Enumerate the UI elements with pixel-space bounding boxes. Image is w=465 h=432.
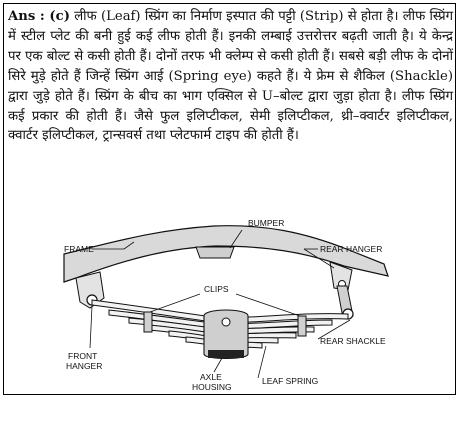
answer-text xyxy=(8,7,453,146)
label-rear-hanger: REAR HANGER xyxy=(320,244,383,254)
label-frame: FRAME xyxy=(64,244,94,254)
label-axle-housing-1: AXLE xyxy=(200,372,222,382)
leaf-spring-svg xyxy=(4,212,457,396)
label-rear-shackle: REAR SHACKLE xyxy=(320,336,386,346)
label-leaf-spring: LEAF SPRING xyxy=(262,376,319,386)
clip-right xyxy=(298,316,306,336)
label-clips: CLIPS xyxy=(204,284,229,294)
label-front-hanger-1: FRONT xyxy=(68,351,98,361)
u-bolt-plate xyxy=(208,350,244,358)
leaf-spring-diagram xyxy=(4,212,457,396)
answer-box xyxy=(3,3,456,395)
label-bumper: BUMPER xyxy=(248,218,285,228)
clip-left xyxy=(144,312,152,332)
label-front-hanger-2: HANGER xyxy=(66,361,103,371)
answer-body: लीफ (Leaf) स्प्रिंग का निर्माण इस्पात की पट्टी (Strip) से होता है। लीफ स्प्रिंग में स्टील प्लेट की बनी हुई कई लीफ होती हैं। इनकी लम्बाई उत्तरोत्तर बढ़ती जाती है। ये केन्द्र पर एक बोल्ट से कसी होती हैं। दोनों तरफ भी क्लेम्प से कसी होती हैं। सबसे बड़ी लीफ के दोनों सिरे मुड़े होते हैं जिन्हें स्प्रिंग आई (Spring eye) कहते हैं। ये फ्रेम से शैकिल (Shackle) द्वारा जुड़े होते हैं। स्प्रिंग के बीच का भाग एक्सिल से U–बोल्ट द्वारा जुड़ा होता है। लीफ स्प्रिंग कई प्रकार की होती हैं। जैसे फुल इलिप्टीकल, सेमी इलिप्टीकल, थ्री–क्वार्टर इलिप्टीकल, क्वार्टर इलिप्टीकल, ट्रान्सवर्स तथा प्लेटफार्म टाइप की होती हैं। xyxy=(8,9,453,144)
label-axle-housing-2: HOUSING xyxy=(192,382,232,392)
answer-lead: Ans : (c) xyxy=(8,9,70,24)
bumper xyxy=(196,247,234,258)
axle-center xyxy=(222,318,230,326)
